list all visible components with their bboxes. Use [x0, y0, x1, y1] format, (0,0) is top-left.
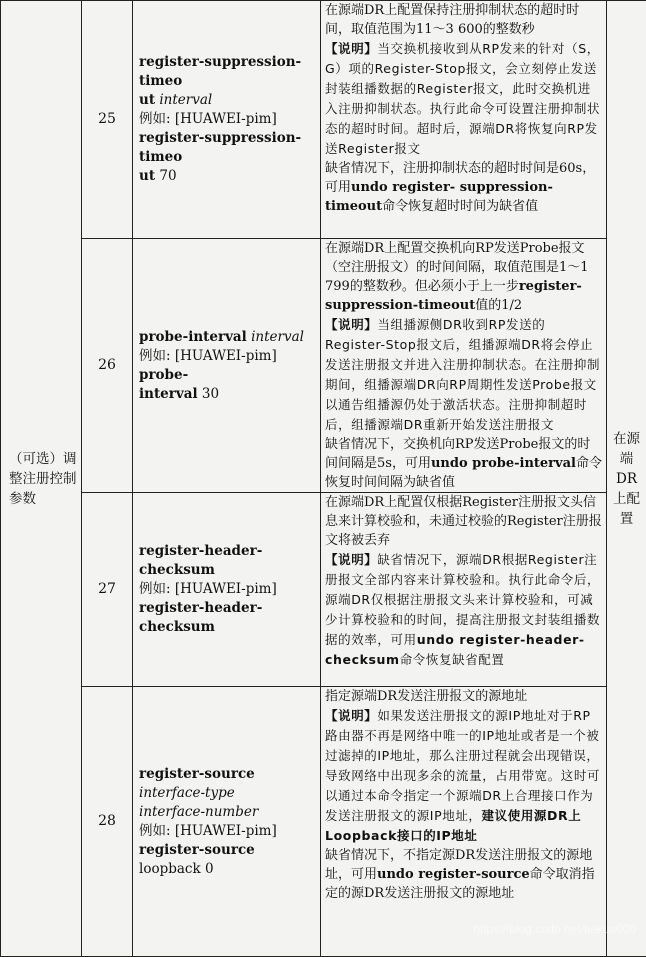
note-text: 【说明】当交换机接收到从RP发来的针对（S，G）项的Register-Stop报文，会立刻停止发送封装组播数据的Register报文，此时交换机进入注册抑制状态。执行此命令可设置注册抑制状态的超时时间。超时后，源端DR将恢复向RP发送Register报文	[325, 41, 600, 156]
table-row	[1, 687, 646, 957]
command-cell: probe-interval interval 例如: [HUAWEI-pim] probe- interval 30	[133, 239, 321, 493]
category-cell	[1, 1, 82, 957]
table-row	[1, 239, 646, 493]
note-text: 【说明】当组播源侧DR收到RP发送的Register-Stop报文后，组播源端DR将会停止发送注册报文并进入注册抑制状态。在注册抑制期间，组播源端DR向RP周期性发送Probe报文以通告组播源仍处于激活状态。注册抑制超时后，组播源端DR重新开始发送注册报文	[325, 317, 600, 432]
description-cell	[321, 687, 607, 957]
category-label: （可选）调整注册控制参数	[9, 451, 77, 507]
row-number: 25	[82, 1, 133, 239]
row-number: 27	[82, 493, 133, 687]
description-cell	[321, 493, 607, 687]
table-row	[1, 1, 646, 239]
description-text: 在源端DR上配置仅根据Register注册报文头信息来计算校验和，未通过校验的Register注册报文将被丢弃	[325, 495, 602, 548]
description-text: 在源端DR上配置保持注册抑制状态的超时时间，取值范围为11～3 600的整数秒	[325, 3, 579, 37]
view-label: 在源端DR上配置	[613, 431, 640, 527]
command-cell: register-source interface-type interface-number 例如: [HUAWEI-pim] register-source loopback 0	[133, 687, 321, 957]
row-number: 26	[82, 239, 133, 493]
default-text: 缺省情况下，注册抑制状态的超时时间是60s，可用undo register- suppression-timeout命令恢复超时时间为缺省值	[325, 161, 595, 214]
default-text: 缺省情况下，不指定源DR发送注册报文的源地址，可用undo register-source命令取消指定的源DR发送注册报文的源地址	[325, 848, 595, 901]
table-row	[1, 493, 646, 687]
description-text: 在源端DR上配置交换机向RP发送Probe报文（空注册报文）的时间间隔，取值范围是1～1 799的整数秒。但必须小于上一步register- suppression-timeout值的1/2	[325, 241, 589, 313]
command-cell: register-header-checksum 例如: [HUAWEI-pim] register-header-checksum	[133, 493, 321, 687]
note-text: 【说明】缺省情况下，源端DR根据Register注册报文全部内容来计算校验和。执行此命令后，源端DR仅根据注册报文头来计算校验和，可减少计算校验和的时间，提高注册报文封装组播数据的效率，可用undo register-header-checksum命令恢复缺省配置	[325, 552, 600, 667]
description-cell	[321, 239, 607, 493]
default-text: 缺省情况下，交换机向RP发送Probe报文的时间间隔是5s，可用undo probe-interval命令恢复时间间隔为缺省值	[325, 437, 602, 490]
note-text: 【说明】如果发送注册报文的源IP地址对于RP路由器不再是网络中唯一的IP地址或者是一个被过滤掉的IP地址，那么注册过程就会出现错误，导致网络中出现多余的流量，占用带宽。这时可以通过本命令指定一个源端DR上合理接口作为发送注册报文的源IP地址，建议使用源DR上Loopback接口的IP地址	[325, 708, 600, 843]
description-cell	[321, 1, 607, 239]
view-cell	[607, 1, 646, 957]
row-number: 28	[82, 687, 133, 957]
watermark: https://blog.csdn.net/tiekua000	[473, 922, 636, 936]
command-cell: register-suppression-timeo ut interval 例如: [HUAWEI-pim] register-suppression-timeo ut 70	[133, 1, 321, 239]
description-text: 指定源端DR发送注册报文的源地址	[325, 689, 527, 704]
